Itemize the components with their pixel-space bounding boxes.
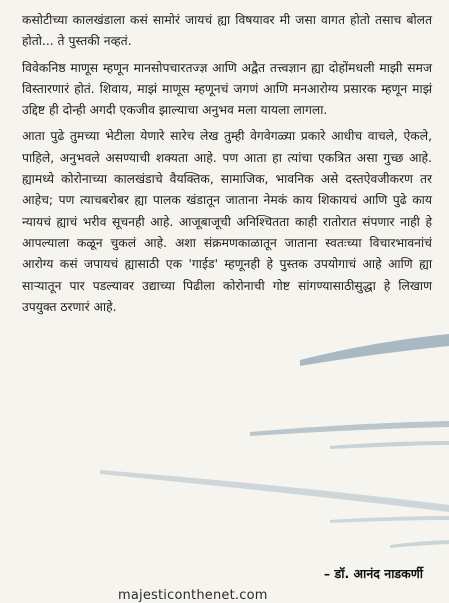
paragraph-3: आता पुढे तुमच्या भेटीला येणारे सारेच लेख तुम्ही वेगवेगळ्या प्रकारे आधीच वाचले, ऐकले, पाहिले, अनुभवले असण्याची शक्यता आहे. पण आता हा त्यांचा एकत्रित असा गुच्छ आहे. ह्यामध्ये कोरोनाच्या कालखंडाचे वैयक्तिक, सामाजिक, भावनिक असे दस्तऐवजीकरण तर आहेच; पण त्याचबरोबर ह्या पालक खंडातून जाताना नेमकं काय शिकायचं आणि पुढे काय न्यायचं ह्याचं भरीव सूचनही आहे. आजूबाजूची अनिश्चितता काही रातोरात संपणार नाही हे आपल्याला कळून चुकलं आहे. अशा संक्रमणकाळातून जाताना स्वतःच्या विचारभावनांचं आरोग्य कसं जपायचं ह्यासाठी एक 'गाईड' म्हणूनही हे पुस्तक उपयोगाचं आहे आणि ह्या साऱ्यातून पार पडल्यावर उद्याच्या पिढीला कोरोनाची गोष्ट सांगण्यासाठीसुद्धा हे लिखाण उपयुक्त ठरणारं आहे. [22,129,432,314]
paragraph-2: विवेकनिष्ठ माणूस म्हणून मानसोपचारतज्ज्ञ आणि अद्वैत तत्त्वज्ञान ह्या दोहोंमधली माझी समज विस्तारणारं होतं. शिवाय, माझं माणूस म्हणूनचं जगणं आणि मनआरोग्य प्रसारक म्हणून माझं उद्दिष्ट ही दोन्ही अगदी एकजीव झाल्याचा अनुभव मला यायला लागला. [22,60,432,118]
body-text [22,10,432,323]
watermark-text: majesticonthenet.com [118,588,268,603]
author-signature: – डॉ. आनंद नाडकर्णी [323,566,423,581]
paragraph-1: कसोटीच्या कालखंडाला कसं सामोरं जायचं ह्या विषयावर मी जसा वागत होतो तसाच बोलत होतो... ते पुस्तकी नव्हतं. [22,13,432,49]
